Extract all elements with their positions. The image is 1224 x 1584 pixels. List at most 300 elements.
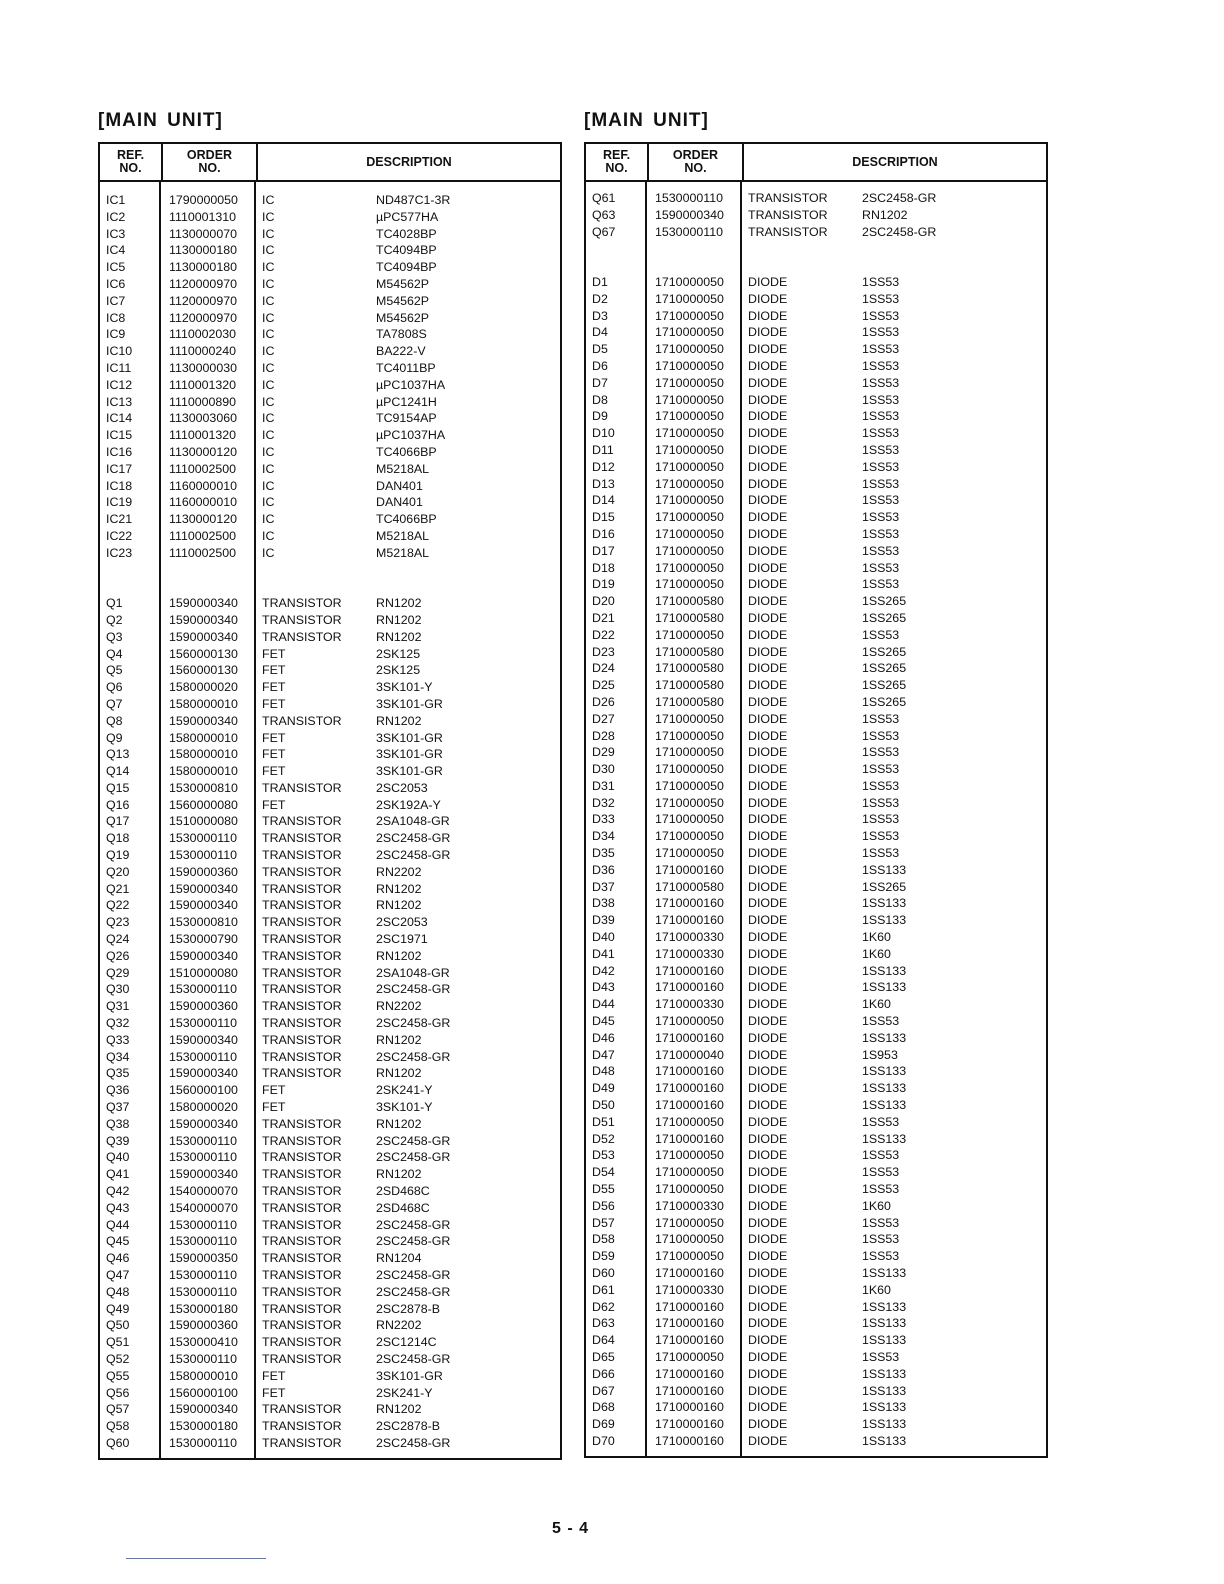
order-no-cell: 1590000360: [169, 999, 238, 1014]
part-number-cell: ND487C1-3R: [376, 193, 451, 207]
part-type-cell: DIODE: [748, 358, 788, 373]
part-type-cell: TRANSISTOR: [748, 224, 828, 239]
table-row: [100, 662, 560, 679]
order-no-cell: 1530000810: [169, 915, 238, 930]
part-number-cell: 1SS133: [862, 963, 907, 978]
ref-no-cell: Q8: [106, 713, 123, 728]
order-no-cell: 1590000340: [169, 713, 238, 728]
ref-no-cell: Q19: [106, 848, 130, 863]
part-type-cell: FET: [262, 764, 286, 779]
table-row: [100, 847, 560, 864]
table-row: [586, 358, 1046, 375]
ref-no-cell: D45: [592, 1014, 615, 1029]
table-row: [100, 881, 560, 898]
table-row: [100, 343, 560, 360]
order-no-cell: 1710000580: [655, 594, 724, 609]
part-type-cell: DIODE: [748, 829, 788, 844]
ref-no-cell: Q24: [106, 932, 130, 947]
part-type-cell: DIODE: [748, 1014, 788, 1029]
order-no-cell: 1590000340: [169, 1402, 238, 1417]
ref-no-cell: D38: [592, 896, 615, 911]
part-type-cell: DIODE: [748, 1064, 788, 1079]
part-number-cell: 1SS53: [862, 325, 900, 340]
part-type-cell: IC: [262, 411, 275, 426]
ref-no-cell: D32: [592, 795, 615, 810]
column-divider: [740, 182, 742, 1456]
part-type-cell: TRANSISTOR: [262, 1318, 342, 1333]
part-number-cell: RN2202: [376, 999, 422, 1014]
part-number-cell: 1SS53: [862, 728, 900, 743]
part-number-cell: RN1202: [376, 629, 422, 644]
part-number-cell: M54562P: [376, 293, 430, 308]
ref-no-cell: D52: [592, 1131, 615, 1146]
table-row: [100, 1401, 560, 1418]
order-no-cell: 1540000070: [169, 1200, 238, 1215]
table-row: [100, 1099, 560, 1116]
part-number-cell: M5218AL: [376, 545, 430, 560]
header-description: DESCRIPTION: [742, 144, 1046, 180]
part-type-cell: TRANSISTOR: [262, 814, 342, 829]
table-row: [100, 948, 560, 965]
part-number-cell: RN1202: [376, 948, 422, 963]
part-type-cell: [742, 257, 862, 274]
order-no-cell: 1530000110: [169, 848, 237, 863]
part-type-cell: TRANSISTOR: [262, 596, 342, 611]
part-type-cell: IC: [262, 394, 275, 409]
order-no-cell: 1590000340: [169, 1066, 238, 1081]
ref-no-cell: D69: [592, 1417, 615, 1432]
part-type-cell: TRANSISTOR: [262, 848, 342, 863]
table-row: [100, 1284, 560, 1301]
part-number-cell: 3SK101-GR: [376, 696, 443, 711]
order-no-cell: 1710000050: [655, 577, 724, 592]
ref-no-cell: D61: [592, 1282, 615, 1297]
part-type-cell: DIODE: [748, 610, 788, 625]
order-no-cell: 1710000160: [655, 1366, 724, 1381]
part-type-cell: IC: [262, 360, 275, 375]
ref-no-cell: D34: [592, 829, 615, 844]
ref-no-cell: D50: [592, 1098, 615, 1113]
ref-no-cell: D54: [592, 1165, 615, 1180]
order-no-cell: 1710000580: [655, 694, 724, 709]
part-type-cell: FET: [262, 680, 286, 695]
ref-no-cell: D7: [592, 375, 608, 390]
part-type-cell: TRANSISTOR: [262, 1234, 342, 1249]
table-row: [586, 408, 1046, 425]
part-number-cell: 2SC2458-GR: [376, 831, 451, 846]
ref-no-cell: IC15: [106, 428, 133, 443]
part-type-cell: DIODE: [748, 980, 788, 995]
part-number-cell: µPC1037HA: [376, 428, 446, 443]
part-number-cell: 1SS53: [862, 1232, 900, 1247]
part-type-cell: TRANSISTOR: [262, 1251, 342, 1266]
part-number-cell: BA222-V: [376, 344, 426, 359]
ref-no-cell: D40: [592, 930, 615, 945]
table-row: [100, 981, 560, 998]
header-order-no: ORDER NO.: [647, 144, 742, 180]
ref-no-cell: IC13: [106, 394, 133, 409]
part-type-cell: TRANSISTOR: [262, 948, 342, 963]
ref-no-cell: IC3: [106, 226, 126, 241]
part-type-cell: IC: [262, 193, 275, 207]
order-no-cell: 1710000050: [655, 1014, 724, 1029]
part-type-cell: TRANSISTOR: [262, 1116, 342, 1131]
table-row: [586, 341, 1046, 358]
order-no-cell: 1540000070: [169, 1184, 238, 1199]
order-no-cell: 1110000890: [169, 394, 237, 409]
order-no-cell: 1530000180: [169, 1301, 238, 1316]
part-number-cell: 2SD468C: [376, 1200, 430, 1215]
part-type-cell: IC: [262, 545, 275, 560]
part-number-cell: 1K60: [862, 1282, 891, 1297]
column-divider: [254, 182, 256, 1458]
part-type-cell: DIODE: [748, 1182, 788, 1197]
part-type-cell: DIODE: [748, 1400, 788, 1415]
order-no-cell: 1710000160: [655, 1316, 724, 1331]
order-no-cell: 1710000050: [655, 1148, 724, 1163]
part-number-cell: 1SS53: [862, 291, 900, 306]
table-row: [586, 1147, 1046, 1164]
part-type-cell: DIODE: [748, 459, 788, 474]
order-no-cell: 1110002500: [169, 461, 237, 476]
ref-no-cell: D18: [592, 560, 615, 575]
order-no-cell: 1710000050: [655, 762, 724, 777]
table-row: [100, 310, 560, 327]
table-row: [586, 845, 1046, 862]
order-no-cell: [161, 578, 256, 595]
part-number-cell: TC4028BP: [376, 226, 437, 241]
part-number-cell: TC4094BP: [376, 243, 437, 258]
part-type-cell: FET: [262, 747, 286, 762]
part-number-cell: 1SS265: [862, 694, 907, 709]
ref-no-cell: Q45: [106, 1234, 130, 1249]
part-type-cell: DIODE: [748, 1165, 788, 1180]
order-no-cell: 1710000050: [655, 291, 724, 306]
part-number-cell: RN1202: [862, 207, 908, 222]
part-number-cell: RN1202: [376, 1167, 422, 1182]
part-type-cell: DIODE: [748, 946, 788, 961]
part-number-cell: TC4011BP: [376, 360, 436, 375]
part-type-cell: TRANSISTOR: [262, 982, 342, 997]
ref-no-cell: D27: [592, 711, 615, 726]
part-number-cell: 2SA1048-GR: [376, 814, 450, 829]
order-no-cell: 1580000010: [169, 764, 238, 779]
part-number-cell: 2SK192A-Y: [376, 797, 441, 812]
part-type-cell: DIODE: [748, 325, 788, 340]
order-no-cell: 1590000340: [169, 596, 238, 611]
ref-no-cell: Q36: [106, 1083, 130, 1098]
part-number-cell: RN1202: [376, 713, 422, 728]
order-no-cell: 1530000110: [169, 982, 237, 997]
part-number-cell: [862, 257, 1046, 274]
right-section-title: [MAIN UNIT]: [584, 110, 709, 131]
part-number-cell: [376, 562, 560, 579]
table-row: [586, 576, 1046, 593]
ref-no-cell: D24: [592, 661, 615, 676]
part-number-cell: 2SC2878-B: [376, 1301, 441, 1316]
order-no-cell: 1710000050: [655, 560, 724, 575]
table-row: [586, 778, 1046, 795]
column-divider: [159, 182, 161, 1458]
part-type-cell: DIODE: [748, 426, 788, 441]
table-row: [100, 192, 560, 209]
part-number-cell: 1SS53: [862, 829, 900, 844]
part-number-cell: 2SC1214C: [376, 1335, 437, 1350]
table-row: [586, 274, 1046, 291]
ref-no-cell: D20: [592, 594, 615, 609]
order-no-cell: 1710000050: [655, 1232, 724, 1247]
table-row: [586, 1013, 1046, 1030]
order-no-cell: 1710000160: [655, 1333, 724, 1348]
order-no-cell: 1710000160: [655, 1383, 724, 1398]
part-type-cell: DIODE: [748, 1114, 788, 1129]
ref-no-cell: D6: [592, 358, 608, 373]
order-no-cell: 1130003060: [169, 411, 237, 426]
table-row: [586, 509, 1046, 526]
part-number-cell: 1SS133: [862, 1081, 907, 1096]
part-type-cell: DIODE: [748, 728, 788, 743]
order-no-cell: 1710000050: [655, 426, 724, 441]
table-row: [100, 562, 560, 579]
part-number-cell: 2SC2458-GR: [862, 191, 937, 205]
ref-no-cell: D28: [592, 728, 615, 743]
part-type-cell: TRANSISTOR: [262, 612, 342, 627]
table-row: [100, 1116, 560, 1133]
order-no-cell: 1710000160: [655, 980, 724, 995]
order-no-cell: 1560000130: [169, 646, 238, 661]
ref-no-cell: D12: [592, 459, 615, 474]
part-number-cell: 1SS53: [862, 1014, 900, 1029]
footer-rule: [126, 1558, 266, 1559]
order-no-cell: 1530000110: [169, 1234, 237, 1249]
order-no-cell: [647, 240, 742, 257]
part-type-cell: TRANSISTOR: [262, 780, 342, 795]
part-type-cell: DIODE: [748, 930, 788, 945]
column-divider: [645, 182, 647, 1456]
table-row: [100, 1418, 560, 1435]
ref-no-cell: D25: [592, 678, 615, 693]
part-number-cell: DAN401: [376, 478, 423, 493]
part-type-cell: DIODE: [748, 577, 788, 592]
order-no-cell: 1710000160: [655, 1417, 724, 1432]
order-no-cell: 1710000050: [655, 409, 724, 424]
table-header: [586, 144, 1046, 182]
part-type-cell: DIODE: [748, 1366, 788, 1381]
part-number-cell: 1SS53: [862, 375, 900, 390]
part-number-cell: 1SS53: [862, 342, 900, 357]
part-number-cell: 1SS265: [862, 644, 907, 659]
part-type-cell: DIODE: [748, 678, 788, 693]
table-row: [586, 1181, 1046, 1198]
part-number-cell: 1K60: [862, 1198, 891, 1213]
part-type-cell: TRANSISTOR: [262, 831, 342, 846]
part-type-cell: DIODE: [748, 375, 788, 390]
order-no-cell: 1120000970: [169, 310, 237, 325]
part-type-cell: FET: [262, 696, 286, 711]
part-number-cell: 1SS133: [862, 862, 907, 877]
order-no-cell: 1120000970: [169, 276, 237, 291]
order-no-cell: 1530000110: [169, 1284, 237, 1299]
order-no-cell: 1710000160: [655, 1433, 724, 1448]
order-no-cell: 1590000340: [169, 881, 238, 896]
order-no-cell: 1710000160: [655, 1064, 724, 1079]
order-no-cell: 1710000160: [655, 896, 724, 911]
ref-no-cell: Q3: [106, 629, 123, 644]
table-row: [586, 728, 1046, 745]
part-type-cell: IC: [262, 310, 275, 325]
order-no-cell: 1530000110: [169, 1435, 237, 1450]
order-no-cell: 1510000080: [169, 965, 238, 980]
order-no-cell: 1590000340: [169, 612, 238, 627]
part-number-cell: TC4066BP: [376, 444, 437, 459]
part-type-cell: TRANSISTOR: [262, 999, 342, 1014]
order-no-cell: [161, 562, 256, 579]
part-type-cell: DIODE: [748, 1349, 788, 1364]
order-no-cell: 1110002500: [169, 528, 237, 543]
table-row: [100, 746, 560, 763]
order-no-cell: 1710000050: [655, 778, 724, 793]
table-row: [586, 1097, 1046, 1114]
table-row: [100, 1049, 560, 1066]
part-number-cell: 3SK101-Y: [376, 1100, 433, 1115]
table-row: [100, 763, 560, 780]
part-type-cell: DIODE: [748, 862, 788, 877]
part-number-cell: 1SS53: [862, 1249, 900, 1264]
part-number-cell: 2SC2458-GR: [862, 224, 937, 239]
table-row: [586, 1265, 1046, 1282]
part-number-cell: µPC577HA: [376, 209, 439, 224]
order-no-cell: 1560000080: [169, 797, 238, 812]
table-row: [100, 1149, 560, 1166]
part-number-cell: µPC1037HA: [376, 377, 446, 392]
part-number-cell: 1SS53: [862, 426, 900, 441]
part-type-cell: DIODE: [748, 308, 788, 323]
table-row: [100, 914, 560, 931]
ref-no-cell: IC21: [106, 512, 133, 527]
ref-no-cell: D44: [592, 997, 615, 1012]
part-type-cell: TRANSISTOR: [748, 191, 828, 205]
part-type-cell: IC: [262, 444, 275, 459]
part-number-cell: 1SS53: [862, 1148, 900, 1163]
table-row: [586, 1383, 1046, 1400]
part-type-cell: DIODE: [748, 1148, 788, 1163]
order-no-cell: 1710000050: [655, 812, 724, 827]
part-number-cell: 1SS133: [862, 1131, 907, 1146]
table-row: [100, 360, 560, 377]
table-row: [100, 998, 560, 1015]
order-no-cell: 1710000160: [655, 1266, 724, 1280]
order-no-cell: 1790000050: [169, 193, 238, 207]
part-type-cell: DIODE: [748, 1131, 788, 1146]
table-row: [100, 276, 560, 293]
ref-no-cell: Q51: [106, 1335, 130, 1350]
table-row: [586, 1282, 1046, 1299]
part-number-cell: 2SC2053: [376, 780, 428, 795]
part-number-cell: 1SS133: [862, 1030, 907, 1045]
ref-no-cell: Q42: [106, 1184, 130, 1199]
ref-no-cell: IC5: [106, 260, 126, 275]
ref-no-cell: Q57: [106, 1402, 130, 1417]
ref-no-cell: Q14: [106, 764, 130, 779]
table-row: [100, 1267, 560, 1284]
table-row: [100, 1351, 560, 1368]
part-type-cell: FET: [262, 1368, 286, 1383]
part-number-cell: RN1202: [376, 1032, 422, 1047]
left-table-body: [100, 182, 560, 1458]
part-type-cell: IC: [262, 495, 275, 510]
ref-no-cell: D58: [592, 1232, 615, 1247]
part-number-cell: [376, 578, 560, 595]
order-no-cell: 1710000050: [655, 375, 724, 390]
ref-no-cell: Q31: [106, 999, 130, 1014]
ref-no-cell: Q50: [106, 1318, 130, 1333]
table-row: [586, 1366, 1046, 1383]
part-number-cell: 2SC2458-GR: [376, 1016, 451, 1031]
part-number-cell: 1SS265: [862, 594, 907, 609]
table-row: [586, 442, 1046, 459]
part-number-cell: 2SK125: [376, 663, 421, 678]
ref-no-cell: IC8: [106, 310, 126, 325]
part-number-cell: 2SC2458-GR: [376, 1268, 451, 1282]
order-no-cell: 1710000050: [655, 846, 724, 861]
table-row: [100, 965, 560, 982]
ref-no-cell: IC16: [106, 444, 133, 459]
table-row: [586, 1198, 1046, 1215]
part-number-cell: 2SC2458-GR: [376, 1284, 451, 1299]
part-type-cell: DIODE: [748, 778, 788, 793]
order-no-cell: 1580000010: [169, 730, 238, 745]
ref-no-cell: IC6: [106, 276, 126, 291]
part-type-cell: DIODE: [748, 526, 788, 541]
table-row: [100, 528, 560, 545]
part-number-cell: 3SK101-GR: [376, 747, 443, 762]
ref-no-cell: D22: [592, 627, 615, 642]
part-type-cell: DIODE: [748, 392, 788, 407]
ref-no-cell: IC10: [106, 344, 133, 359]
part-type-cell: TRANSISTOR: [262, 1335, 342, 1350]
table-row: [586, 862, 1046, 879]
ref-no-cell: Q61: [592, 191, 616, 205]
table-row: [586, 929, 1046, 946]
part-number-cell: 3SK101-GR: [376, 764, 443, 779]
ref-no-cell: Q29: [106, 965, 130, 980]
part-number-cell: 2SA1048-GR: [376, 965, 450, 980]
part-number-cell: 3SK101-GR: [376, 1368, 443, 1383]
part-number-cell: 3SK101-GR: [376, 730, 443, 745]
ref-no-cell: IC12: [106, 377, 133, 392]
part-type-cell: DIODE: [748, 812, 788, 827]
ref-no-cell: Q39: [106, 1133, 130, 1148]
ref-no-cell: IC14: [106, 411, 133, 426]
ref-no-cell: IC22: [106, 528, 133, 543]
table-row: [100, 427, 560, 444]
ref-no-cell: D42: [592, 963, 615, 978]
part-number-cell: [862, 240, 1046, 257]
part-type-cell: DIODE: [748, 997, 788, 1012]
part-type-cell: TRANSISTOR: [262, 1301, 342, 1316]
order-no-cell: 1710000330: [655, 1282, 724, 1297]
ref-no-cell: Q58: [106, 1419, 130, 1434]
left-parts-table: [98, 142, 562, 1460]
table-row: [586, 1114, 1046, 1131]
order-no-cell: 1710000050: [655, 274, 724, 289]
part-type-cell: FET: [262, 1385, 286, 1400]
part-type-cell: DIODE: [748, 1299, 788, 1314]
order-no-cell: 1710000040: [655, 1047, 724, 1062]
part-type-cell: DIODE: [748, 762, 788, 777]
part-type-cell: IC: [262, 260, 275, 275]
part-number-cell: RN1202: [376, 881, 422, 896]
